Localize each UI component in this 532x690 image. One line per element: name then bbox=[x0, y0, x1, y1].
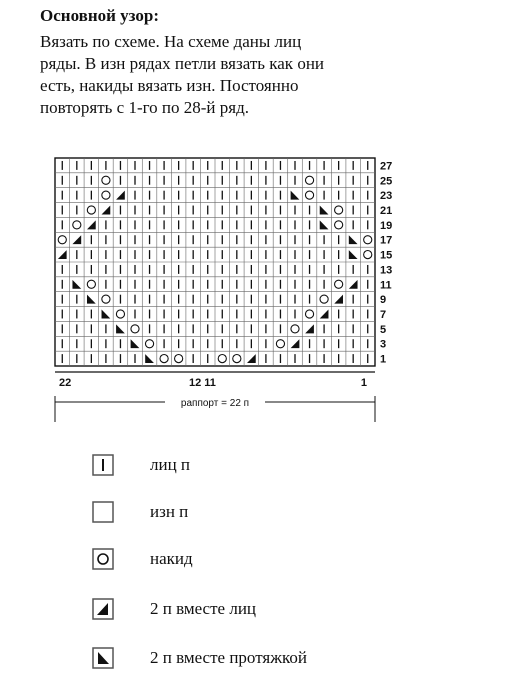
empty-box-icon bbox=[92, 501, 114, 523]
legend-label: 2 п вместе лиц bbox=[150, 599, 257, 618]
pattern-heading: Основной узор: bbox=[40, 6, 160, 25]
row-number-label: 15 bbox=[380, 249, 393, 262]
left-slant-triangle-box-icon bbox=[92, 647, 114, 669]
column-number-label: 1 bbox=[360, 377, 367, 389]
legend-item-purl bbox=[92, 499, 412, 525]
row-number-label: 3 bbox=[380, 338, 387, 351]
row-number-label: 27 bbox=[380, 160, 393, 173]
row-number-label: 1 bbox=[380, 353, 387, 366]
legend-label: лиц п bbox=[150, 455, 191, 474]
row-number-label: 25 bbox=[380, 175, 393, 188]
legend-item-knit bbox=[92, 452, 412, 478]
legend-item-yarn-over bbox=[92, 546, 412, 572]
description-line: есть, накиды вязать изн. Постоянно bbox=[40, 76, 299, 95]
description-line: Вязать по схеме. На схеме даны лиц bbox=[40, 32, 302, 51]
repeat-label: раппорт = 22 п bbox=[180, 398, 250, 409]
description-line: ряды. В изн рядах петли вязать как они bbox=[40, 54, 325, 73]
legend-item-ssk bbox=[92, 645, 412, 671]
column-number-label: 12 11 bbox=[188, 377, 216, 389]
row-number-label: 5 bbox=[380, 323, 387, 336]
legend-label: накид bbox=[150, 549, 193, 568]
row-number-label: 23 bbox=[380, 190, 393, 203]
circle-box-icon bbox=[92, 548, 114, 570]
row-number-label: 19 bbox=[380, 219, 393, 232]
vertical-bar-box-icon bbox=[92, 454, 114, 476]
description-line: повторять с 1-го по 28-й ряд. bbox=[40, 98, 249, 117]
row-number-label: 11 bbox=[380, 279, 392, 292]
legend-label: 2 п вместе протяжкой bbox=[150, 648, 307, 667]
row-number-label: 21 bbox=[380, 205, 393, 217]
row-number-label: 17 bbox=[380, 234, 393, 247]
row-number-label: 7 bbox=[380, 309, 387, 321]
row-number-label: 9 bbox=[380, 294, 387, 307]
right-slant-triangle-box-icon bbox=[92, 598, 114, 620]
legend-item-k2tog bbox=[92, 596, 412, 622]
column-number-label: 22 bbox=[59, 377, 72, 389]
legend-label: изн п bbox=[150, 502, 189, 521]
row-number-label: 13 bbox=[380, 264, 393, 277]
